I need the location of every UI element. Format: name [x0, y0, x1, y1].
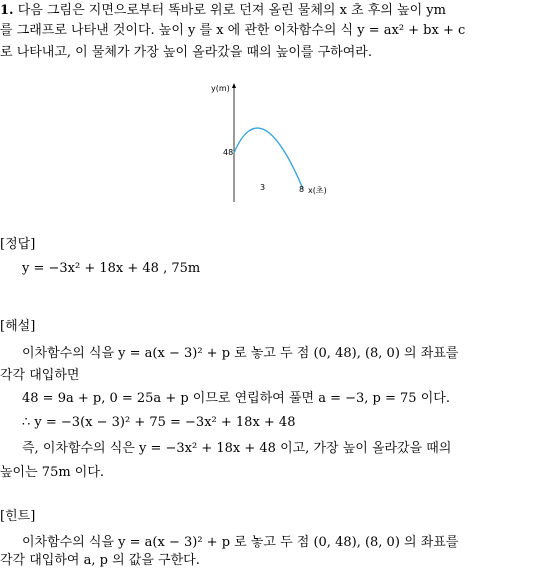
problem-text-1: 다음 그림은 지면으로부터 똑바로 위로 던져 올린 물체의 x 초 후의 높이 ym	[17, 3, 446, 18]
problem-line-3: 로 나타내고, 이 물체가 가장 높이 올라갔을 때의 높이를 구하여라.	[0, 45, 372, 60]
solution-line-1: 이차함수의 식을 y = a(x − 3)² + p 로 놓고 두 점 (0, 48), (8, 0) 의 좌표를	[22, 346, 459, 361]
hint-line-1: 이차함수의 식을 y = a(x − 3)² + p 로 놓고 두 점 (0, 48), (8, 0) 의 좌표를	[22, 535, 459, 550]
y-intercept-label: 48	[223, 148, 234, 157]
solution-line-5: 즉, 이차함수의 식은 y = −3x² + 18x + 48 이고, 가장 높이 올라갔을 때의	[22, 441, 452, 456]
root-label: 8	[299, 185, 305, 194]
answer-text: y = −3x² + 18x + 48 , 75m	[22, 261, 201, 276]
hint-header: [힌트]	[0, 509, 36, 524]
problem-line-2: 를 그래프로 나타낸 것이다. 높이 y 를 x 에 관한 이차함수의 식 y = ax² + bx + c	[0, 23, 466, 38]
problem-line-1	[0, 2, 446, 19]
answer-header: [정답]	[0, 237, 36, 252]
vertex-x-label: 3	[260, 183, 266, 192]
parabola-curve	[234, 128, 303, 189]
problem-number: 1.	[0, 3, 14, 18]
hint-line-2: 각각 대입하여 a, p 의 값을 구한다.	[0, 553, 200, 568]
x-axis-label: x(초)	[308, 186, 327, 195]
parabola-graph	[211, 80, 335, 205]
solution-line-4: ∴ y = −3(x − 3)² + 75 = −3x² + 18x + 48	[22, 415, 296, 430]
y-axis-label: y(m)	[211, 84, 230, 93]
solution-line-2: 각각 대입하면	[0, 368, 80, 383]
solution-line-3: 48 = 9a + p, 0 = 25a + p 이므로 연립하여 풀면 a = −3, p = 75 이다.	[22, 391, 450, 406]
solution-line-6: 높이는 75m 이다.	[0, 465, 105, 480]
solution-header: [해설]	[0, 319, 36, 334]
y-axis-arrow	[232, 83, 236, 88]
